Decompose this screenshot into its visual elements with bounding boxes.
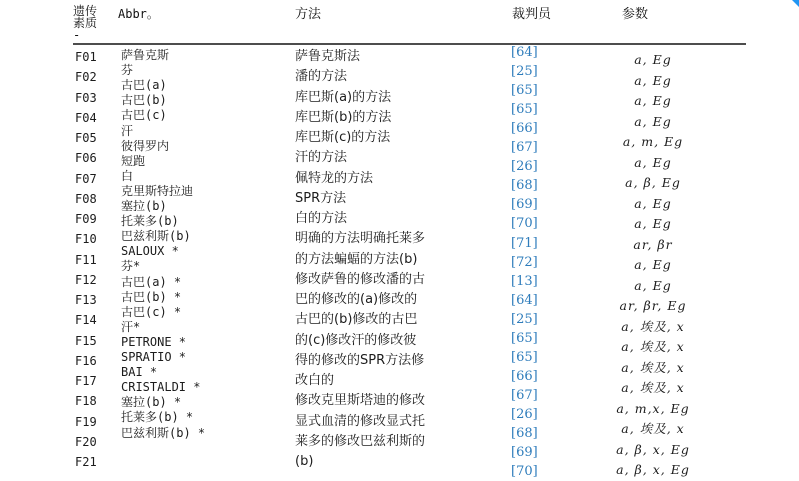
- ref-link[interactable]: [70]: [511, 216, 538, 232]
- abbr-cell: 古巴(a) *: [121, 274, 182, 289]
- method-cell: 的方法蝙蝠的方法(b): [295, 251, 418, 267]
- row-id: F10: [75, 232, 97, 247]
- column-header-referee: 裁判员: [512, 7, 552, 22]
- ref-link[interactable]: [65]: [511, 349, 538, 365]
- params-cell: a, 埃及, x: [621, 421, 685, 436]
- abbr-cell: 芬*: [121, 259, 141, 274]
- row-id: F17: [75, 374, 97, 388]
- params-cell: a, β, x, Eg: [616, 462, 690, 477]
- params-cell: a, 埃及, x: [621, 380, 685, 395]
- method-cell: 古巴的(b)修改的古巴: [295, 312, 418, 328]
- ref-link[interactable]: [66]: [511, 368, 538, 384]
- row-id: F08: [75, 191, 97, 206]
- method-cell: 潘的方法: [295, 69, 348, 85]
- params-cell: a, Eg: [634, 113, 672, 129]
- params-cell: a, m, Eg: [622, 134, 684, 149]
- params-cell: ar, βr, Eg: [619, 298, 687, 313]
- row-id: F05: [75, 131, 97, 145]
- method-cell: 修改克里斯塔迪的修改: [295, 393, 426, 409]
- ref-link[interactable]: [65]: [511, 102, 538, 118]
- params-cell: a, Eg: [634, 93, 672, 108]
- abbr-cell: 芬: [121, 63, 134, 78]
- method-cell: 明确的方法明确托莱多: [295, 231, 426, 247]
- method-cell: (b): [295, 454, 314, 469]
- column-header-genetic-line2: 素质: [73, 16, 98, 30]
- abbr-cell: 彼得罗内: [121, 138, 170, 153]
- abbr-cell: 短跑: [121, 153, 146, 168]
- column-header-method: 方法: [295, 7, 322, 22]
- row-id: F20: [75, 434, 97, 449]
- params-cell: a, Eg: [634, 52, 672, 67]
- column-header-abbr: Abbr。: [118, 7, 159, 21]
- abbr-cell: 塞拉(b): [121, 199, 167, 213]
- ref-link[interactable]: [67]: [511, 140, 538, 156]
- abbr-cell: 古巴(a): [121, 78, 167, 93]
- row-id: F02: [75, 70, 97, 85]
- column-header-genetic-line1: 遗传: [73, 4, 98, 18]
- method-cell: 萨鲁克斯法: [295, 49, 361, 64]
- params-cell: ar, βr: [633, 236, 673, 252]
- method-cell: 改白的: [295, 373, 335, 388]
- row-id: F12: [75, 272, 97, 287]
- abbr-cell: 巴兹利斯(b): [121, 229, 191, 244]
- params-cell: a, Eg: [634, 257, 672, 272]
- row-id: F21: [75, 455, 97, 469]
- ref-link[interactable]: [68]: [511, 178, 538, 194]
- method-cell: 的(c)修改汗的修改彼: [295, 332, 417, 348]
- column-header-genetic-dash: -: [73, 28, 81, 42]
- params-cell: a, β, Eg: [625, 175, 681, 190]
- params-cell: a, 埃及, x: [621, 318, 685, 334]
- params-cell: a, β, x, Eg: [616, 441, 690, 457]
- ref-link[interactable]: [26]: [511, 159, 538, 175]
- ref-link[interactable]: [64]: [511, 292, 538, 308]
- method-cell: 显式血清的修改显式托: [295, 413, 426, 429]
- header-rule: [73, 43, 746, 45]
- method-cell: 白的方法: [295, 211, 348, 226]
- abbr-cell: SPRATIO *: [121, 350, 187, 364]
- params-cell: a, Eg: [634, 195, 672, 211]
- ref-link[interactable]: [66]: [511, 121, 538, 137]
- abbr-cell: BAI *: [121, 365, 158, 380]
- params-cell: a, Eg: [634, 216, 672, 231]
- corner-marker-icon: [792, 0, 799, 7]
- row-id: F01: [75, 50, 97, 64]
- row-id: F07: [75, 171, 97, 186]
- method-cell: 修改萨鲁的修改潘的古: [295, 271, 426, 287]
- abbr-cell: 汗*: [121, 319, 141, 334]
- params-cell: a, 埃及, x: [621, 339, 685, 354]
- ref-link[interactable]: [65]: [511, 83, 538, 99]
- ref-link[interactable]: [65]: [511, 330, 538, 346]
- method-cell: 得的修改的SPR方法修: [295, 352, 425, 368]
- row-id: F18: [75, 394, 97, 409]
- column-header-params: 参数: [622, 7, 649, 22]
- params-cell: a, Eg: [634, 72, 672, 88]
- ref-link[interactable]: [70]: [511, 464, 538, 480]
- abbr-cell: 汗: [121, 123, 134, 138]
- params-cell: a, 埃及, x: [621, 359, 685, 375]
- ref-link[interactable]: [26]: [511, 406, 538, 422]
- ref-link[interactable]: [71]: [511, 235, 538, 251]
- method-cell: 佩特龙的方法: [295, 170, 374, 186]
- ref-link[interactable]: [69]: [511, 445, 538, 461]
- abbr-cell: SALOUX *: [121, 244, 179, 259]
- ref-link[interactable]: [25]: [511, 64, 538, 80]
- abbr-cell: 白: [121, 168, 134, 183]
- abbr-cell: CRISTALDI *: [121, 380, 201, 395]
- abbr-cell: 塞拉(b) *: [121, 395, 182, 410]
- row-id: F09: [75, 212, 97, 226]
- abbr-cell: 古巴(b): [121, 93, 167, 108]
- row-id: F16: [75, 353, 97, 368]
- abbr-cell: PETRONE *: [121, 334, 187, 349]
- ref-link[interactable]: [68]: [511, 426, 538, 441]
- method-cell: 巴的修改的(a)修改的: [295, 292, 418, 307]
- ref-link[interactable]: [69]: [511, 197, 538, 213]
- abbr-cell: 托莱多(b): [121, 214, 179, 229]
- abbr-cell: 古巴(c): [121, 108, 167, 123]
- params-cell: a, m,x, Eg: [616, 400, 690, 416]
- ref-link[interactable]: [13]: [511, 273, 538, 289]
- row-id: F04: [75, 110, 97, 125]
- row-id: F13: [75, 293, 97, 307]
- method-cell: 汗的方法: [295, 150, 348, 166]
- ref-link[interactable]: [72]: [511, 254, 538, 270]
- method-cell: 库巴斯(c)的方法: [295, 130, 391, 145]
- row-id: F06: [75, 151, 97, 166]
- abbr-cell: 托莱多(b) *: [121, 410, 194, 425]
- ref-link[interactable]: [25]: [511, 311, 538, 327]
- column-header-genetic: [73, 5, 97, 41]
- ref-link[interactable]: [67]: [511, 387, 538, 403]
- row-id: F11: [75, 252, 97, 267]
- method-cell: 莱多的修改巴兹利斯的: [295, 433, 426, 449]
- abbr-cell: 巴兹利斯(b) *: [121, 425, 206, 440]
- row-id: F14: [75, 313, 97, 328]
- method-cell: SPR方法: [295, 190, 347, 206]
- method-cell: 库巴斯(a)的方法: [295, 89, 392, 105]
- method-cell: 库巴斯(b)的方法: [295, 109, 392, 125]
- row-id: F15: [75, 333, 97, 348]
- params-cell: a, Eg: [634, 277, 672, 293]
- abbr-cell: 萨鲁克斯: [121, 48, 170, 62]
- abbr-cell: 古巴(b) *: [121, 289, 182, 304]
- row-id: F19: [75, 414, 97, 429]
- params-cell: a, Eg: [634, 154, 672, 170]
- abbr-cell: 古巴(c) *: [121, 304, 182, 319]
- abbr-cell: 克里斯特拉迪: [121, 183, 194, 198]
- ref-link[interactable]: [64]: [511, 45, 538, 60]
- row-id: F03: [75, 90, 97, 105]
